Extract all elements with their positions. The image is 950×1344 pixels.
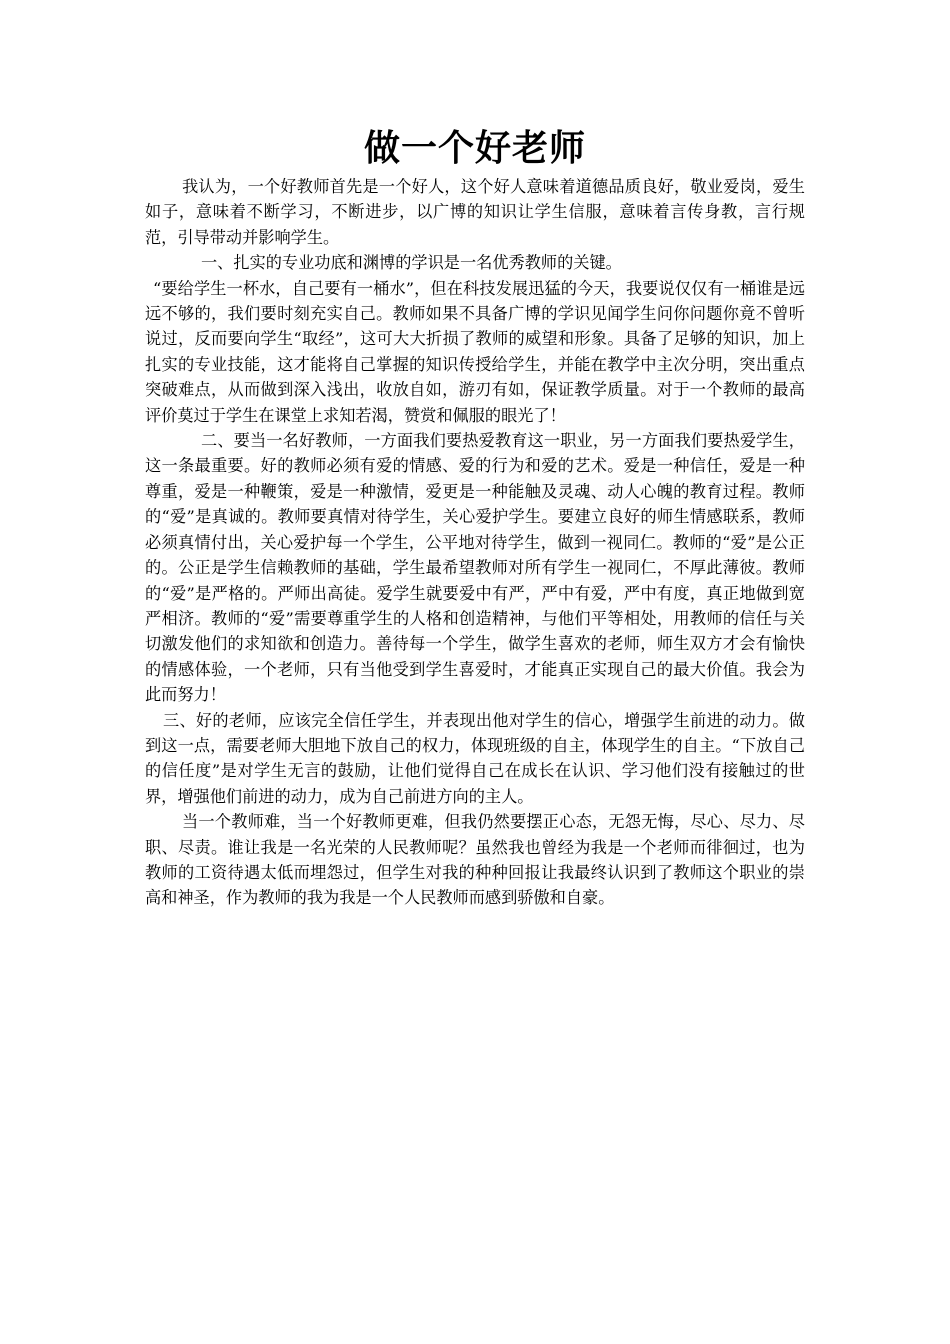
paragraph-love-students: 二、要当一名好教师，一方面我们要热爱教育这一职业，另一方面我们要热爱学生，这一条最重要。好的教师必须有爱的情感、爱的行为和爱的艺术。爱是一种信任，爱是一种尊重，爱是一种鞭策，爱是一种激情，爱更是一种能触及灵魂、动人心魄的教育过程。教师的“爱”是真诚的。教师要真情对待学生，关心爱护学生。要建立良好的师生情感联系，教师必须真情付出，关心爱护每一个学生，公平地对待学生，做到一视同仁。教师的“爱”是公正的。公正是学生信赖教师的基础，学生最希望教师对所有学生一视同仁，不厚此薄彼。教师的“爱”是严格的。严师出高徒。爱学生就要爱中有严，严中有爱，严中有度，真正地做到宽严相济。教师的“爱”需要尊重学生的人格和创造精神，与他们平等相处，用教师的信任与关切激发他们的求知欲和创造力。善待每一个学生，做学生喜欢的老师，师生双方才会有愉快的情感体验，一个老师，只有当他受到学生喜爱时，才能真正实现自己的最大价值。我会为此而努力！ xyxy=(145,431,805,705)
paragraph-knowledge: “要给学生一杯水，自己要有一桶水”，但在科技发展迅猛的今天，我要说仅仅有一桶谁是远远不够的，我们要时刻充实自己。教师如果不具备广博的学识见闻学生问你问题你竟不曾听说过，反而要向学生“取经”，这可大大折损了教师的威望和形象。具备了足够的知识，加上扎实的专业技能，这才能将自己掌握的知识传授给学生，并能在教学中主次分明，突出重点突破难点，从而做到深入浅出，收放自如，游刃有如，保证教学质量。对于一个教师的最高评价莫过于学生在课堂上求知若渴，赞赏和佩服的眼光了！ xyxy=(145,278,805,425)
paragraph-intro: 我认为，一个好教师首先是一个好人，这个好人意味着道德品质良好，敬业爱岗，爱生如子，意味着不断学习，不断进步，以广博的知识让学生信服，意味着言传身教，言行规范，引导带动并影响学生。 xyxy=(145,177,805,247)
document-title: 做一个好老师 xyxy=(363,128,586,169)
document-body xyxy=(145,174,805,911)
paragraph-trust-students: 三、好的老师，应该完全信任学生，并表现出他对学生的信心，增强学生前进的动力。做到这一点，需要老师大胆地下放自己的权力，体现班级的自主，体现学生的自主。“下放自己的信任度”是对学生无言的鼓励，让他们觉得自己在成长在认识、学习他们没有接触过的世界，增强他们前进的动力，成为自己前进方向的主人。 xyxy=(145,710,805,806)
paragraph-heading-1: 一、扎实的专业功底和渊博的学识是一名优秀教师的关键。 xyxy=(201,253,622,273)
paragraph-conclusion: 当一个教师难，当一个好教师更难，但我仍然要摆正心态，无怨无悔，尽心、尽力、尽职、尽责。谁让我是一名光荣的人民教师呢？虽然我也曾经为我是一个老师而徘徊过，也为教师的工资待遇太低而埋怨过，但学生对我的种种回报让我最终认识到了教师这个职业的崇高和神圣，作为教师的我为我是一个人民教师而感到骄傲和自豪。 xyxy=(145,812,805,908)
